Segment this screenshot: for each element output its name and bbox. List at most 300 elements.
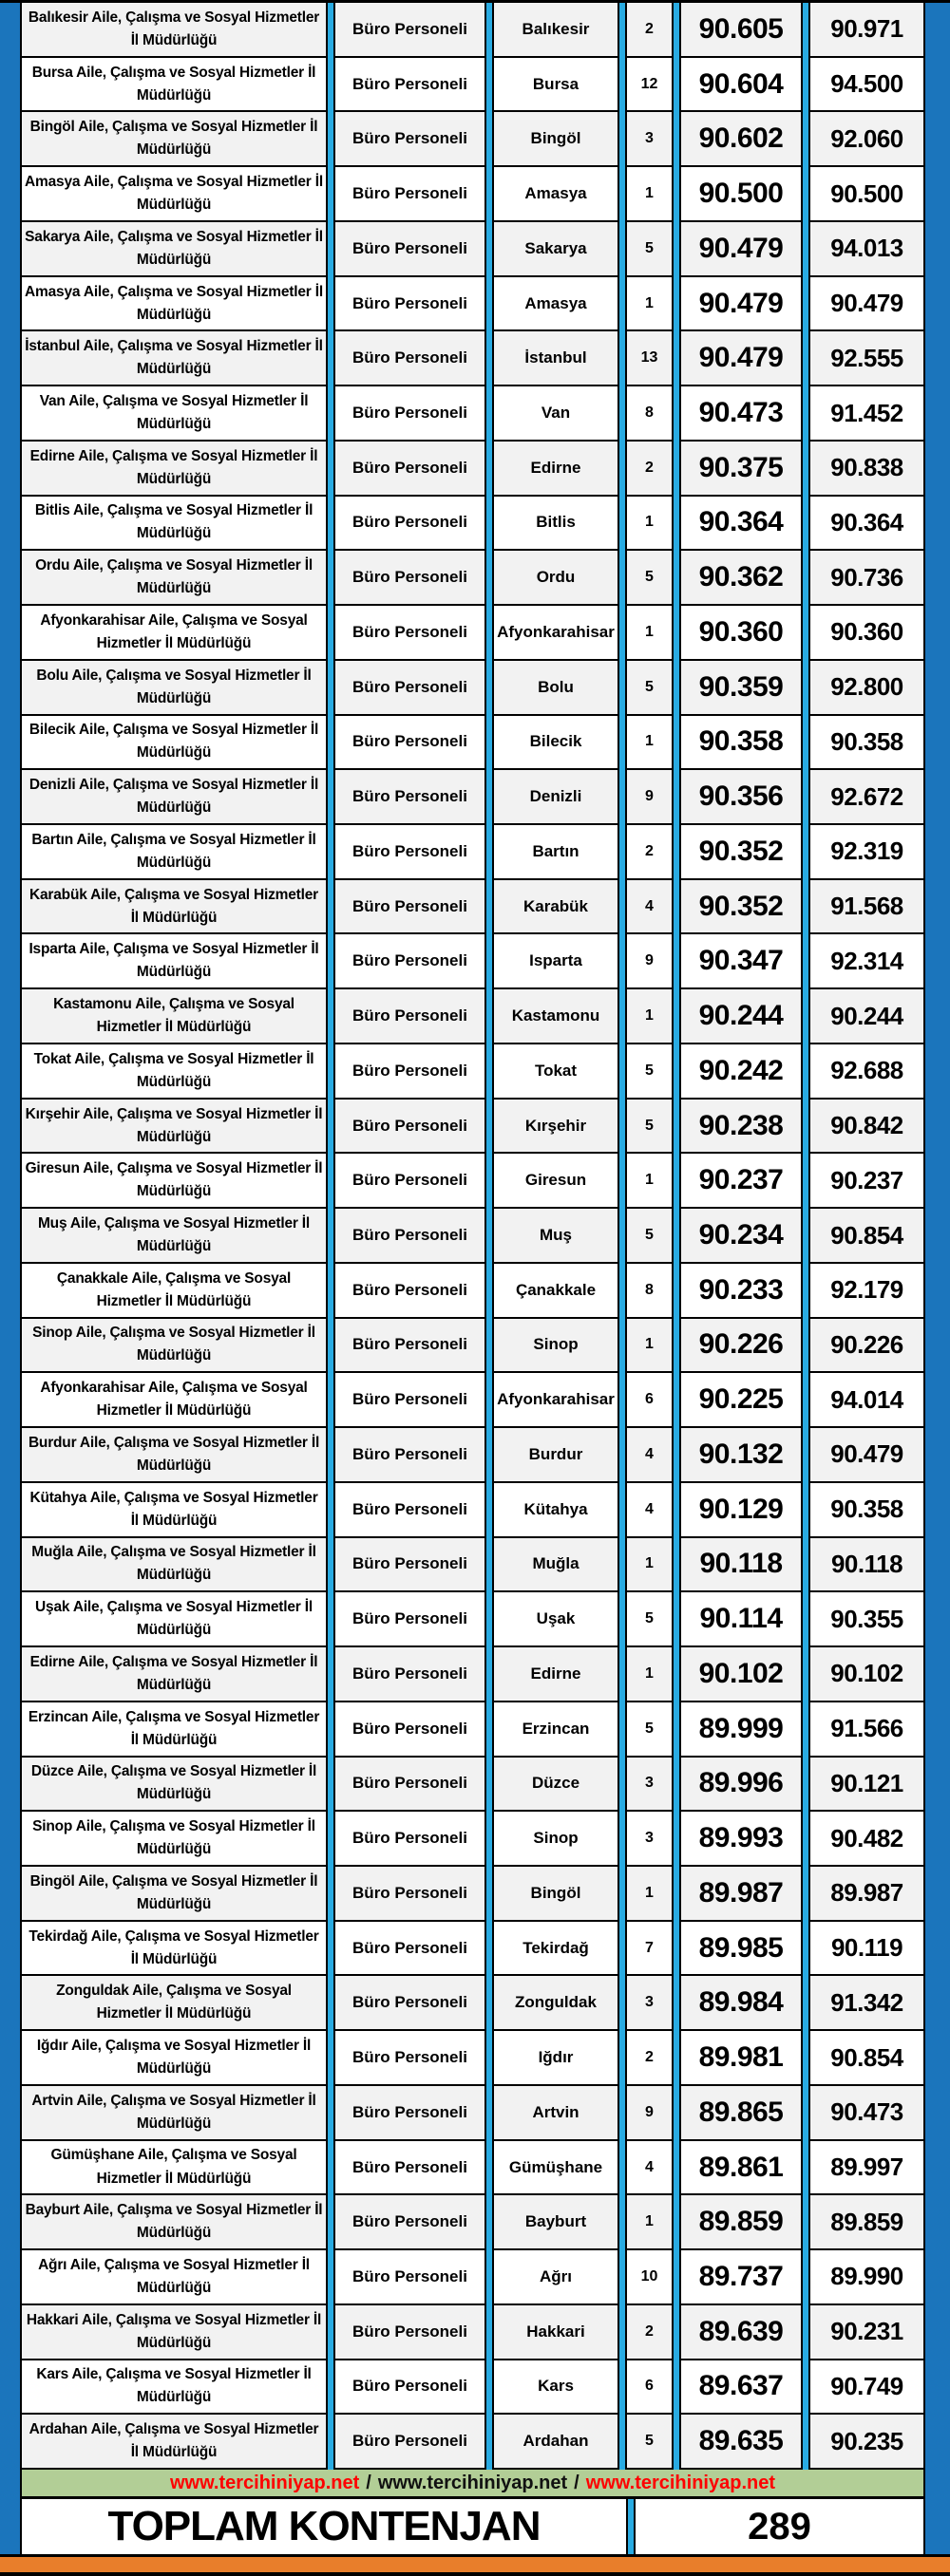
position-cell: Büro Personeli (335, 1209, 484, 1264)
column-divider (484, 825, 494, 880)
column-divider (672, 716, 681, 771)
right-border-bar (925, 3, 950, 2554)
column-divider (801, 2415, 810, 2470)
table-row (22, 1922, 923, 1977)
institution-cell: Tokat Aile, Çalışma ve Sosyal Hizmetler İl Müdürlüğü (22, 1044, 326, 1100)
min-score-cell: 90.238 (681, 1100, 801, 1155)
institution-cell: Bartın Aile, Çalışma ve Sosyal Hizmetler İl Müdürlüğü (22, 825, 326, 880)
max-score-cell: 91.566 (810, 1702, 923, 1758)
table-row (22, 1100, 923, 1155)
position-cell: Büro Personeli (335, 1812, 484, 1867)
column-divider (618, 2250, 627, 2305)
column-divider (484, 934, 494, 989)
quota-cell: 1 (627, 606, 672, 661)
quota-table (20, 3, 925, 2470)
column-divider (672, 112, 681, 167)
institution-cell: Edirne Aile, Çalışma ve Sosyal Hizmetler İl Müdürlüğü (22, 442, 326, 497)
quota-cell: 3 (627, 1812, 672, 1867)
min-score-cell: 89.737 (681, 2250, 801, 2305)
column-divider (672, 1812, 681, 1867)
column-divider (326, 1976, 335, 2031)
column-divider (801, 2195, 810, 2250)
table-row (22, 1373, 923, 1428)
institution-cell: Edirne Aile, Çalışma ve Sosyal Hizmetler İl Müdürlüğü (22, 1647, 326, 1702)
column-divider (618, 2195, 627, 2250)
column-divider (484, 1373, 494, 1428)
institution-cell: Afyonkarahisar Aile, Çalışma ve Sosyal Hizmetler İl Müdürlüğü (22, 1373, 326, 1428)
column-divider (484, 1702, 494, 1758)
column-divider (326, 2415, 335, 2470)
max-score-cell: 90.358 (810, 716, 923, 771)
max-score-cell: 90.736 (810, 551, 923, 606)
column-divider (801, 716, 810, 771)
column-divider (484, 497, 494, 552)
column-divider (326, 3, 335, 58)
column-divider (484, 58, 494, 113)
position-cell: Büro Personeli (335, 2415, 484, 2470)
column-divider (326, 716, 335, 771)
max-score-cell: 89.997 (810, 2141, 923, 2196)
column-divider (326, 222, 335, 277)
table-row (22, 2141, 923, 2196)
city-cell: Kars (494, 2360, 618, 2416)
position-cell: Büro Personeli (335, 1592, 484, 1647)
position-cell: Büro Personeli (335, 1373, 484, 1428)
table-row (22, 58, 923, 113)
min-score-cell: 89.861 (681, 2141, 801, 2196)
orange-bar (0, 2554, 950, 2572)
city-cell: Bitlis (494, 497, 618, 552)
column-divider (672, 1647, 681, 1702)
column-divider (484, 1812, 494, 1867)
column-divider (618, 1373, 627, 1428)
table-row (22, 1812, 923, 1867)
column-divider (484, 1209, 494, 1264)
position-cell: Büro Personeli (335, 2086, 484, 2141)
website-link-2[interactable]: www.tercihiniyap.net (377, 2472, 568, 2493)
institution-cell: Bilecik Aile, Çalışma ve Sosyal Hizmetler İl Müdürlüğü (22, 716, 326, 771)
quota-cell: 5 (627, 2415, 672, 2470)
quota-cell: 5 (627, 1044, 672, 1100)
column-divider (801, 934, 810, 989)
quota-cell: 9 (627, 2086, 672, 2141)
column-divider (801, 1758, 810, 1813)
column-divider (618, 2031, 627, 2086)
table-row (22, 277, 923, 332)
column-divider (326, 1483, 335, 1538)
max-score-cell: 94.013 (810, 222, 923, 277)
quota-cell: 4 (627, 1428, 672, 1483)
column-divider (801, 2031, 810, 2086)
city-cell: Çanakkale (494, 1264, 618, 1319)
table-row (22, 989, 923, 1044)
max-score-cell: 92.179 (810, 1264, 923, 1319)
column-divider (672, 989, 681, 1044)
city-cell: Muş (494, 1209, 618, 1264)
min-score-cell: 90.362 (681, 551, 801, 606)
column-divider (326, 989, 335, 1044)
column-divider (801, 2250, 810, 2305)
column-divider (672, 1373, 681, 1428)
column-divider (484, 2141, 494, 2196)
city-cell: Bolu (494, 661, 618, 716)
max-score-cell: 90.244 (810, 989, 923, 1044)
institution-cell: Uşak Aile, Çalışma ve Sosyal Hizmetler İl Müdürlüğü (22, 1592, 326, 1647)
max-score-cell: 91.452 (810, 386, 923, 442)
quota-cell: 4 (627, 2141, 672, 2196)
table-row (22, 825, 923, 880)
max-score-cell: 89.987 (810, 1867, 923, 1922)
website-link-3[interactable]: www.tercihiniyap.net (585, 2472, 775, 2493)
column-divider (326, 167, 335, 222)
column-divider (484, 1319, 494, 1374)
column-divider (801, 1428, 810, 1483)
column-divider (618, 386, 627, 442)
column-divider (618, 1538, 627, 1593)
column-divider (484, 386, 494, 442)
min-score-cell: 89.985 (681, 1922, 801, 1977)
column-divider (484, 442, 494, 497)
column-divider (801, 3, 810, 58)
column-divider (326, 1373, 335, 1428)
table-row (22, 1702, 923, 1758)
quota-cell: 3 (627, 1758, 672, 1813)
column-divider (618, 331, 627, 386)
column-divider (801, 2360, 810, 2416)
institution-cell: Bayburt Aile, Çalışma ve Sosyal Hizmetler İl Müdürlüğü (22, 2195, 326, 2250)
min-score-cell: 90.605 (681, 3, 801, 58)
position-cell: Büro Personeli (335, 551, 484, 606)
city-cell: Denizli (494, 770, 618, 825)
position-cell: Büro Personeli (335, 1483, 484, 1538)
institution-cell: Kars Aile, Çalışma ve Sosyal Hizmetler İl Müdürlüğü (22, 2360, 326, 2416)
max-score-cell: 89.859 (810, 2195, 923, 2250)
institution-cell: Zonguldak Aile, Çalışma ve Sosyal Hizmetler İl Müdürlüğü (22, 1976, 326, 2031)
max-score-cell: 90.360 (810, 606, 923, 661)
min-score-cell: 89.635 (681, 2415, 801, 2470)
max-score-cell: 94.500 (810, 58, 923, 113)
min-score-cell: 90.375 (681, 442, 801, 497)
column-divider (484, 1100, 494, 1155)
institution-cell: Gümüşhane Aile, Çalışma ve Sosyal Hizmetler İl Müdürlüğü (22, 2141, 326, 2196)
column-divider (484, 1154, 494, 1209)
table-row (22, 1319, 923, 1374)
column-divider (672, 1592, 681, 1647)
quota-cell: 1 (627, 989, 672, 1044)
table-area (0, 3, 950, 2554)
column-divider (618, 222, 627, 277)
institution-cell: Muğla Aile, Çalışma ve Sosyal Hizmetler İl Müdürlüğü (22, 1538, 326, 1593)
table-row (22, 167, 923, 222)
position-cell: Büro Personeli (335, 1758, 484, 1813)
quota-cell: 2 (627, 2031, 672, 2086)
institution-cell: Kütahya Aile, Çalışma ve Sosyal Hizmetler İl Müdürlüğü (22, 1483, 326, 1538)
website-link-1[interactable]: www.tercihiniyap.net (169, 2472, 360, 2493)
column-divider (672, 1209, 681, 1264)
max-score-cell: 90.854 (810, 1209, 923, 1264)
position-cell: Büro Personeli (335, 1319, 484, 1374)
table-row (22, 551, 923, 606)
table-row (22, 2031, 923, 2086)
column-divider (326, 2195, 335, 2250)
column-divider (801, 222, 810, 277)
column-divider (618, 1428, 627, 1483)
position-cell: Büro Personeli (335, 880, 484, 935)
institution-cell: Düzce Aile, Çalışma ve Sosyal Hizmetler İl Müdürlüğü (22, 1758, 326, 1813)
quota-cell: 5 (627, 1702, 672, 1758)
position-cell: Büro Personeli (335, 1428, 484, 1483)
institution-cell: İstanbul Aile, Çalışma ve Sosyal Hizmetler İl Müdürlüğü (22, 331, 326, 386)
max-score-cell: 92.800 (810, 661, 923, 716)
position-cell: Büro Personeli (335, 442, 484, 497)
column-divider (618, 1100, 627, 1155)
max-score-cell: 90.118 (810, 1538, 923, 1593)
institution-cell: Amasya Aile, Çalışma ve Sosyal Hizmetler İl Müdürlüğü (22, 167, 326, 222)
column-divider (801, 606, 810, 661)
max-score-cell: 90.854 (810, 2031, 923, 2086)
min-score-cell: 90.352 (681, 825, 801, 880)
column-divider (326, 1154, 335, 1209)
position-cell: Büro Personeli (335, 1264, 484, 1319)
position-cell: Büro Personeli (335, 167, 484, 222)
column-divider (618, 661, 627, 716)
column-divider (618, 112, 627, 167)
column-divider (326, 1044, 335, 1100)
quota-cell: 5 (627, 1100, 672, 1155)
column-divider (801, 1100, 810, 1155)
column-divider (618, 1976, 627, 2031)
column-divider (801, 2086, 810, 2141)
city-cell: Afyonkarahisar (494, 606, 618, 661)
column-divider (484, 661, 494, 716)
table-row (22, 2086, 923, 2141)
column-divider (618, 1483, 627, 1538)
column-divider (484, 277, 494, 332)
column-divider (484, 716, 494, 771)
column-divider (801, 1483, 810, 1538)
column-divider (484, 222, 494, 277)
position-cell: Büro Personeli (335, 112, 484, 167)
column-divider (672, 770, 681, 825)
column-divider (801, 661, 810, 716)
column-divider (326, 2141, 335, 2196)
quota-cell: 2 (627, 3, 672, 58)
min-score-cell: 90.479 (681, 277, 801, 332)
column-divider (672, 2086, 681, 2141)
city-cell: Hakkari (494, 2305, 618, 2360)
column-divider (626, 2499, 636, 2554)
column-divider (618, 1209, 627, 1264)
column-divider (618, 880, 627, 935)
quota-cell: 1 (627, 497, 672, 552)
column-divider (484, 1647, 494, 1702)
column-divider (801, 1209, 810, 1264)
quota-cell: 6 (627, 2360, 672, 2416)
min-score-cell: 89.996 (681, 1758, 801, 1813)
column-divider (672, 2031, 681, 2086)
quota-cell: 1 (627, 277, 672, 332)
city-cell: Isparta (494, 934, 618, 989)
city-cell: Balıkesir (494, 3, 618, 58)
column-divider (672, 1976, 681, 2031)
column-divider (484, 2360, 494, 2416)
quota-cell: 12 (627, 58, 672, 113)
city-cell: Zonguldak (494, 1976, 618, 2031)
table-row (22, 2305, 923, 2360)
min-score-cell: 90.114 (681, 1592, 801, 1647)
max-score-cell: 94.014 (810, 1373, 923, 1428)
column-divider (326, 2250, 335, 2305)
max-score-cell: 92.555 (810, 331, 923, 386)
column-divider (484, 551, 494, 606)
quota-cell: 1 (627, 1867, 672, 1922)
column-divider (801, 1647, 810, 1702)
table-row (22, 1592, 923, 1647)
column-divider (618, 1044, 627, 1100)
column-divider (484, 167, 494, 222)
min-score-cell: 90.479 (681, 331, 801, 386)
table-row (22, 1044, 923, 1100)
position-cell: Büro Personeli (335, 770, 484, 825)
institution-cell: Ordu Aile, Çalışma ve Sosyal Hizmetler İl Müdürlüğü (22, 551, 326, 606)
quota-cell: 1 (627, 1647, 672, 1702)
column-divider (672, 1044, 681, 1100)
column-divider (672, 2250, 681, 2305)
institution-cell: Burdur Aile, Çalışma ve Sosyal Hizmetler İl Müdürlüğü (22, 1428, 326, 1483)
position-cell: Büro Personeli (335, 1922, 484, 1977)
institution-cell: Bingöl Aile, Çalışma ve Sosyal Hizmetler İl Müdürlüğü (22, 112, 326, 167)
max-score-cell: 90.364 (810, 497, 923, 552)
quota-cell: 3 (627, 112, 672, 167)
column-divider (801, 497, 810, 552)
institution-cell: Sinop Aile, Çalışma ve Sosyal Hizmetler İl Müdürlüğü (22, 1319, 326, 1374)
column-divider (326, 1209, 335, 1264)
column-divider (326, 661, 335, 716)
column-divider (618, 1154, 627, 1209)
column-divider (672, 222, 681, 277)
column-divider (484, 1592, 494, 1647)
column-divider (801, 1538, 810, 1593)
column-divider (618, 277, 627, 332)
min-score-cell: 90.352 (681, 880, 801, 935)
table-row (22, 1154, 923, 1209)
quota-cell: 1 (627, 716, 672, 771)
column-divider (618, 1758, 627, 1813)
position-cell: Büro Personeli (335, 277, 484, 332)
column-divider (801, 386, 810, 442)
column-divider (672, 880, 681, 935)
column-divider (326, 1100, 335, 1155)
city-cell: Iğdır (494, 2031, 618, 2086)
institution-cell: Kırşehir Aile, Çalışma ve Sosyal Hizmetler İl Müdürlüğü (22, 1100, 326, 1155)
table-row (22, 2195, 923, 2250)
city-cell: Bursa (494, 58, 618, 113)
table-row (22, 1209, 923, 1264)
column-divider (484, 3, 494, 58)
column-divider (801, 825, 810, 880)
quota-cell: 8 (627, 386, 672, 442)
table-row (22, 1758, 923, 1813)
quota-cell: 5 (627, 222, 672, 277)
column-divider (618, 167, 627, 222)
column-divider (801, 1702, 810, 1758)
table-row (22, 880, 923, 935)
left-border-bar (0, 3, 20, 2554)
total-row (20, 2499, 925, 2554)
position-cell: Büro Personeli (335, 386, 484, 442)
institution-cell: Van Aile, Çalışma ve Sosyal Hizmetler İl Müdürlüğü (22, 386, 326, 442)
city-cell: Karabük (494, 880, 618, 935)
column-divider (326, 1592, 335, 1647)
table-row (22, 442, 923, 497)
position-cell: Büro Personeli (335, 1867, 484, 1922)
column-divider (618, 2360, 627, 2416)
max-score-cell: 92.672 (810, 770, 923, 825)
position-cell: Büro Personeli (335, 606, 484, 661)
column-divider (484, 2250, 494, 2305)
column-divider (618, 1647, 627, 1702)
column-divider (618, 497, 627, 552)
max-score-cell: 90.119 (810, 1922, 923, 1977)
city-cell: Düzce (494, 1758, 618, 1813)
city-cell: Ordu (494, 551, 618, 606)
city-cell: Kırşehir (494, 1100, 618, 1155)
column-divider (672, 386, 681, 442)
bottom-border (0, 2572, 950, 2576)
column-divider (618, 989, 627, 1044)
quota-cell: 4 (627, 880, 672, 935)
column-divider (672, 442, 681, 497)
quota-cell: 13 (627, 331, 672, 386)
min-score-cell: 90.360 (681, 606, 801, 661)
table-row (22, 1647, 923, 1702)
institution-cell: Bitlis Aile, Çalışma ve Sosyal Hizmetler İl Müdürlüğü (22, 497, 326, 552)
city-cell: Burdur (494, 1428, 618, 1483)
position-cell: Büro Personeli (335, 222, 484, 277)
position-cell: Büro Personeli (335, 2031, 484, 2086)
column-divider (801, 277, 810, 332)
column-divider (326, 1812, 335, 1867)
min-score-cell: 90.500 (681, 167, 801, 222)
position-cell: Büro Personeli (335, 716, 484, 771)
city-cell: Sinop (494, 1812, 618, 1867)
column-divider (672, 1428, 681, 1483)
min-score-cell: 90.359 (681, 661, 801, 716)
column-divider (672, 1538, 681, 1593)
column-divider (672, 606, 681, 661)
column-divider (672, 1922, 681, 1977)
column-divider (618, 58, 627, 113)
institution-cell: Bolu Aile, Çalışma ve Sosyal Hizmetler İl Müdürlüğü (22, 661, 326, 716)
table-row (22, 2415, 923, 2470)
quota-cell: 8 (627, 1264, 672, 1319)
column-divider (326, 1922, 335, 1977)
max-score-cell: 90.473 (810, 2086, 923, 2141)
quota-cell: 6 (627, 1373, 672, 1428)
websites-bar (20, 2470, 925, 2499)
column-divider (326, 58, 335, 113)
column-divider (672, 167, 681, 222)
table-row (22, 386, 923, 442)
table-row (22, 1483, 923, 1538)
institution-cell: Denizli Aile, Çalışma ve Sosyal Hizmetler İl Müdürlüğü (22, 770, 326, 825)
column-divider (618, 1812, 627, 1867)
column-divider (672, 934, 681, 989)
institution-cell: Kastamonu Aile, Çalışma ve Sosyal Hizmetler İl Müdürlüğü (22, 989, 326, 1044)
column-divider (484, 770, 494, 825)
table-row (22, 606, 923, 661)
institution-cell: Erzincan Aile, Çalışma ve Sosyal Hizmetler İl Müdürlüğü (22, 1702, 326, 1758)
